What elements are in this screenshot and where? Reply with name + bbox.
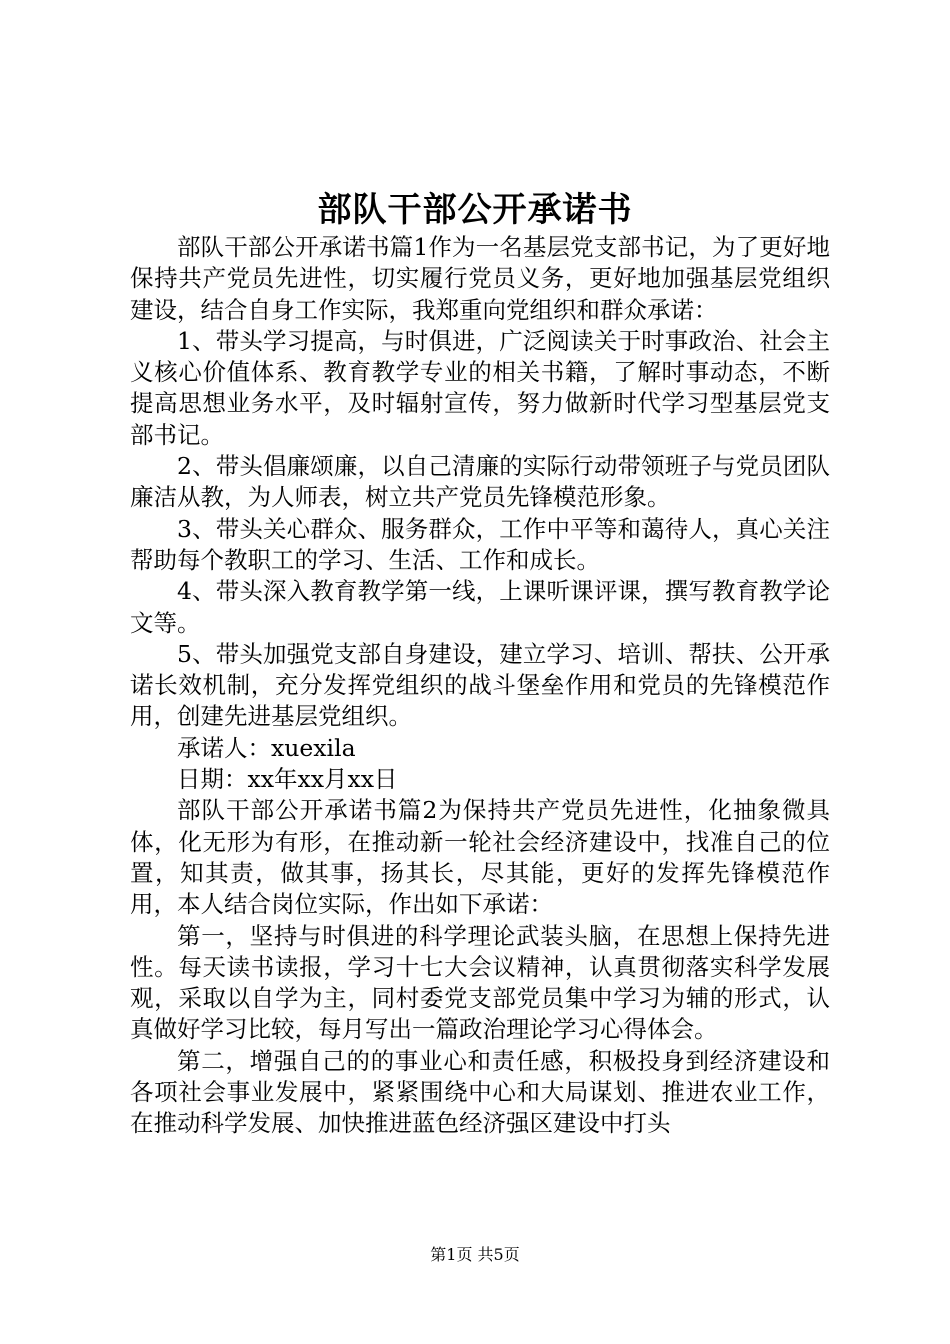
paragraph-item-4: 4、带头深入教育教学第一线，上课听课评课，撰写教育教学论文等。 xyxy=(130,577,830,637)
paragraph-item-1: 1、带头学习提高，与时俱进，广泛阅读关于时事政治、社会主义核心价值体系、教育教学专业的相关书籍，了解时事动态，不断提高思想业务水平，及时辐射宣传，努力做新时代学习型基层党支部书记。 xyxy=(130,326,830,449)
paragraph-item-2: 2、带头倡廉颂廉，以自己清廉的实际行动带领班子与党员团队廉洁从教，为人师表，树立共产党员先锋模范形象。 xyxy=(130,452,830,512)
paragraph-date: 日期：xx年xx月xx日 xyxy=(177,765,398,794)
paragraph-first: 第一，坚持与时俱进的科学理论武装头脑，在思想上保持先进性。每天读书读报，学习十七大会议精神，认真贯彻落实科学发展观，采取以自学为主，同村委党支部党员集中学习为辅的形式，认真做好学习比较，每月写出一篇政治理论学习心得体会。 xyxy=(130,921,830,1044)
paragraph-signer: 承诺人：xuexila xyxy=(177,733,356,762)
paragraph-item-3: 3、带头关心群众、服务群众，工作中平等和蔼待人，真心关注帮助每个教职工的学习、生活、工作和成长。 xyxy=(130,514,830,574)
paragraph-intro-1: 部队干部公开承诺书篇1作为一名基层党支部书记，为了更好地保持共产党员先进性，切实履行党员义务，更好地加强基层党组织建设，结合自身工作实际，我郑重向党组织和群众承诺： xyxy=(130,233,830,324)
document-body xyxy=(130,232,830,1140)
paragraph-item-5: 5、带头加强党支部自身建设，建立学习、培训、帮扶、公开承诺长效机制，充分发挥党组织的战斗堡垒作用和党员的先锋模范作用，创建先进基层党组织。 xyxy=(130,639,830,731)
paragraph-intro-2: 部队干部公开承诺书篇2为保持共产党员先进性，化抽象微具体，化无形为有形，在推动新一轮社会经济建设中，找准自己的位置，知其责，做其事，扬其长，尽其能，更好的发挥先锋模范作用，本人结合岗位实际，作出如下承诺： xyxy=(130,796,830,919)
page-number: 第1页 共5页 xyxy=(430,1245,520,1264)
document-title: 部队干部公开承诺书 xyxy=(317,190,633,230)
paragraph-second: 第二，增强自己的的事业心和责任感，积极投身到经济建设和各项社会事业发展中，紧紧围绕中心和大局谋划、推进农业工作，在推动科学发展、加快推进蓝色经济强区建设中打头 xyxy=(130,1046,830,1138)
